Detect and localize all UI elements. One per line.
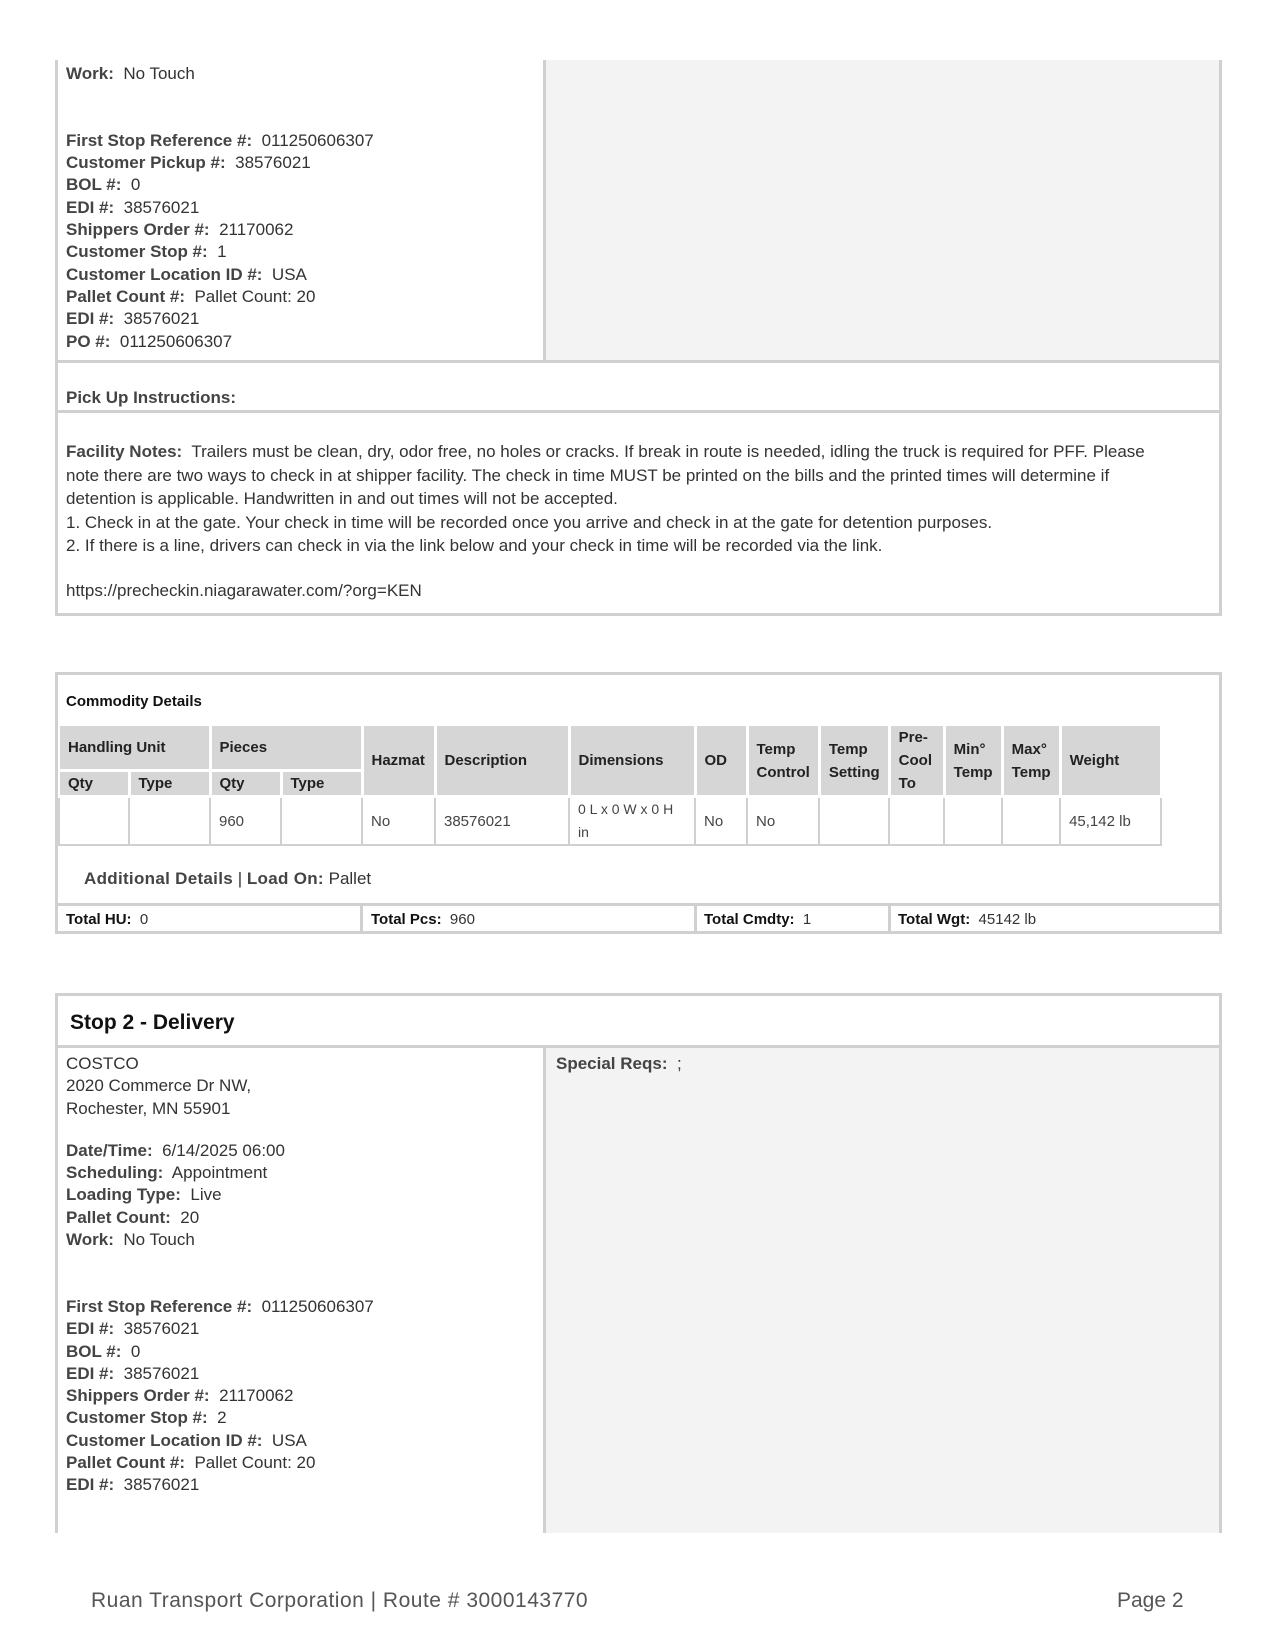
reference-field: Customer Location ID #: USA — [66, 1430, 307, 1450]
commodity-details-section — [55, 672, 1222, 934]
reference-field: PO #: 011250606307 — [66, 331, 233, 351]
col-dimensions: Dimensions — [569, 725, 695, 797]
facility-note-line: 1. Check in at the gate. Your check in time will be recorded once you arrive and check in at the gate for detention purposes. — [66, 512, 993, 532]
work-field: Work: No Touch — [66, 1230, 195, 1250]
facility-notes — [66, 440, 1179, 602]
reference-field: Pallet Count #: Pallet Count: 20 — [66, 1453, 316, 1473]
stop-2-fields — [66, 1053, 374, 1497]
address-line: Rochester, MN 55901 — [66, 1098, 231, 1118]
stop-2-special-panel — [546, 1048, 1219, 1533]
total-pcs: Total Pcs: 960 — [371, 911, 475, 928]
reference-field: BOL #: 0 — [66, 1341, 141, 1361]
reference-field: EDI #: 38576021 — [66, 1319, 200, 1339]
footer-page-number: Page 2 — [1117, 1589, 1184, 1612]
col-pieces: Pieces — [210, 725, 362, 771]
reference-field: Customer Stop #: 2 — [66, 1408, 227, 1428]
pickup-instructions-label: Pick Up Instructions: — [66, 388, 237, 407]
col-min-temp: Min° Temp — [944, 725, 1002, 797]
stop-1-section — [55, 60, 1222, 616]
reference-field: Customer Stop #: 1 — [66, 242, 227, 262]
scheduling-field: Scheduling: Appointment — [66, 1163, 268, 1183]
total-cmdty: Total Cmdty: 1 — [704, 911, 812, 928]
reference-field: First Stop Reference #: 011250606307 — [66, 1296, 374, 1316]
stop-2-details — [58, 1048, 546, 1533]
commodity-totals — [58, 903, 1219, 934]
stop-2-title: Stop 2 - Delivery — [70, 1011, 235, 1034]
col-max-temp: Max° Temp — [1002, 725, 1060, 797]
col-hu-qty: Qty — [59, 771, 129, 797]
col-hazmat: Hazmat — [362, 725, 435, 797]
reference-field: Shippers Order #: 21170062 — [66, 1386, 294, 1406]
reference-field: EDI #: 38576021 — [66, 1363, 200, 1383]
total-hu: Total HU: 0 — [66, 911, 149, 928]
facility-notes-paragraph: Facility Notes: Trailers must be clean, dry, odor free, no holes or cracks. If break in route is needed, idling the truck is required for PFF. Please note there are two ways to check in at shipper facility. The check in time MUST be printed on the bills and the printed times will determine if detention is applicable. Handwritten in and out times will not be accepted. — [66, 442, 1145, 508]
col-handling-unit: Handling Unit — [59, 725, 210, 771]
col-description: Description — [435, 725, 569, 797]
col-weight: Weight — [1060, 725, 1161, 797]
datetime-field: Date/Time: 6/14/2025 06:00 — [66, 1140, 285, 1160]
footer-route: Ruan Transport Corporation | Route # 3000143770 — [91, 1589, 589, 1612]
loading-type-field: Loading Type: Live — [66, 1185, 222, 1205]
reference-field: Customer Location ID #: USA — [66, 264, 307, 284]
commodity-details-title: Commodity Details — [66, 693, 202, 710]
reference-field: First Stop Reference #: 011250606307 — [66, 130, 374, 150]
reference-field: Customer Pickup #: 38576021 — [66, 153, 311, 173]
reference-field: EDI #: 38576021 — [66, 1475, 200, 1495]
col-pcs-type: Type — [281, 771, 362, 797]
reference-field: EDI #: 38576021 — [66, 309, 200, 329]
reference-field: Shippers Order #: 21170062 — [66, 220, 294, 240]
address-line: 2020 Commerce Dr NW, — [66, 1076, 252, 1096]
table-row: 960 No 38576021 0 L x 0 W x 0 H in No No 45,142 lb — [59, 797, 1161, 846]
reference-field: Pallet Count #: Pallet Count: 20 — [66, 286, 316, 306]
precheckin-link[interactable]: https://precheckin.niagarawater.com/?org=KEN — [66, 580, 422, 600]
col-od: OD — [695, 725, 747, 797]
col-pcs-qty: Qty — [210, 771, 281, 797]
stop-1-special-panel — [546, 60, 1219, 360]
total-wgt: Total Wgt: 45142 lb — [898, 911, 1037, 928]
facility-note-line: 2. If there is a line, drivers can check in via the link below and your check in time will be recorded via the link. — [66, 536, 883, 555]
stop-2-header — [58, 996, 1219, 1048]
stop-2-section — [55, 993, 1222, 1533]
reference-field: EDI #: 38576021 — [66, 197, 200, 217]
commodity-table — [58, 723, 1163, 846]
special-reqs: Special Reqs: ; — [556, 1054, 682, 1073]
col-hu-type: Type — [129, 771, 210, 797]
pickup-instructions-row — [58, 360, 1219, 413]
stop-1-fields — [66, 63, 374, 353]
reference-field: BOL #: 0 — [66, 175, 141, 195]
stop-name: COSTCO — [66, 1054, 139, 1073]
pallet-count-field: Pallet Count: 20 — [66, 1207, 200, 1227]
work-field: Work: No Touch — [66, 64, 195, 83]
col-temp-control: Temp Control — [747, 725, 819, 797]
col-precool: Pre- Cool To — [889, 725, 944, 797]
additional-details: Additional Details | Load On: Pallet — [84, 869, 372, 888]
col-temp-setting: Temp Setting — [819, 725, 889, 797]
stop-1-details — [58, 60, 546, 360]
